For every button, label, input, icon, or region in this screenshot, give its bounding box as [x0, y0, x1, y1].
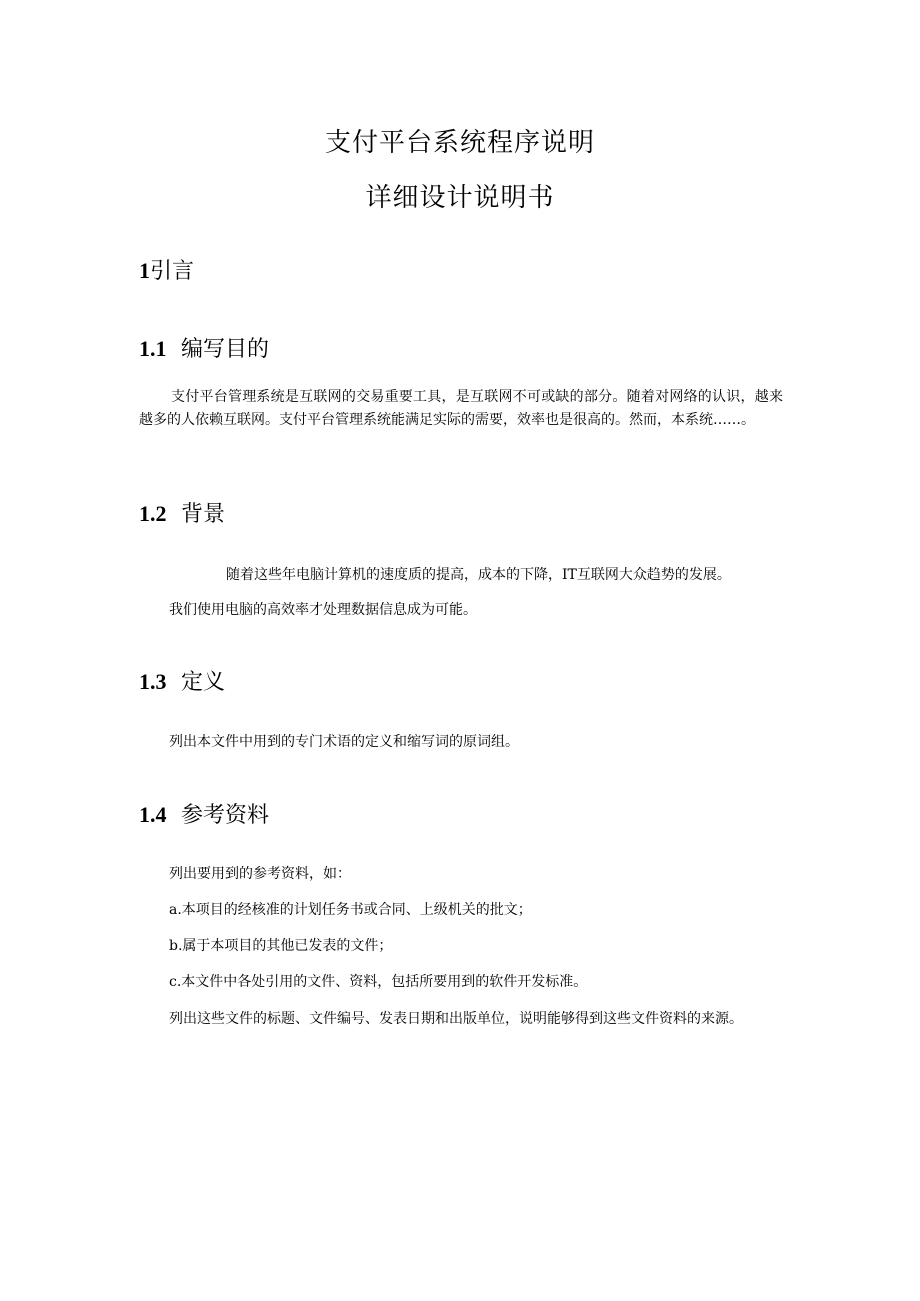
section-1-2-heading — [139, 497, 225, 528]
section-1-4-line-2: a.本项目的经核准的计划任务书或合同、上级机关的批文； — [169, 902, 532, 918]
section-1-3-heading — [139, 665, 225, 696]
section-1-3-body: 列出本文件中用到的专门术语的定义和缩写词的原词组。 — [169, 734, 519, 750]
section-1-2-number: 1.2 — [139, 501, 167, 526]
document-title: 支付平台系统程序说明 — [324, 128, 595, 158]
section-1-1-title: 编写目的 — [181, 337, 270, 362]
section-1-3-number: 1.3 — [139, 669, 167, 694]
section-1-4-line-1: 列出要用到的参考资料，如： — [169, 866, 351, 882]
section-1-1-number: 1.1 — [139, 336, 167, 361]
section-1-2-line-1: 随着这些年电脑计算机的速度质的提高，成本的下降，IT互联网大众趋势的发展。 — [226, 567, 731, 583]
section-1-title: 引言 — [150, 259, 195, 284]
section-1-4-number: 1.4 — [139, 802, 167, 827]
section-1-4-line-4: c.本文件中各处引用的文件、资料，包括所要用到的软件开发标准。 — [169, 974, 588, 990]
section-1-1-body: 支付平台管理系统是互联网的交易重要工具，是互联网不可或缺的部分。随着对网络的认识，越来越多的人依赖互联网。支付平台管理系统能满足实际的需要，效率也是很高的。然而，本系统……。 — [139, 389, 783, 428]
section-1-4-heading — [139, 798, 269, 829]
section-1-3-title: 定义 — [181, 670, 226, 695]
section-1-2-title: 背景 — [181, 502, 226, 527]
section-1-2-line-2: 我们使用电脑的高效率才处理数据信息成为可能。 — [169, 602, 477, 618]
section-1-heading — [139, 254, 194, 285]
section-1-number: 1 — [139, 258, 150, 283]
section-1-4-title: 参考资料 — [181, 803, 270, 828]
document-subtitle: 详细设计说明书 — [365, 183, 555, 213]
section-1-4-line-3: b.属于本项目的其他已发表的文件； — [169, 938, 393, 954]
section-1-1-heading — [139, 332, 269, 363]
section-1-4-line-5: 列出这些文件的标题、文件编号、发表日期和出版单位，说明能够得到这些文件资料的来源。 — [169, 1011, 743, 1027]
